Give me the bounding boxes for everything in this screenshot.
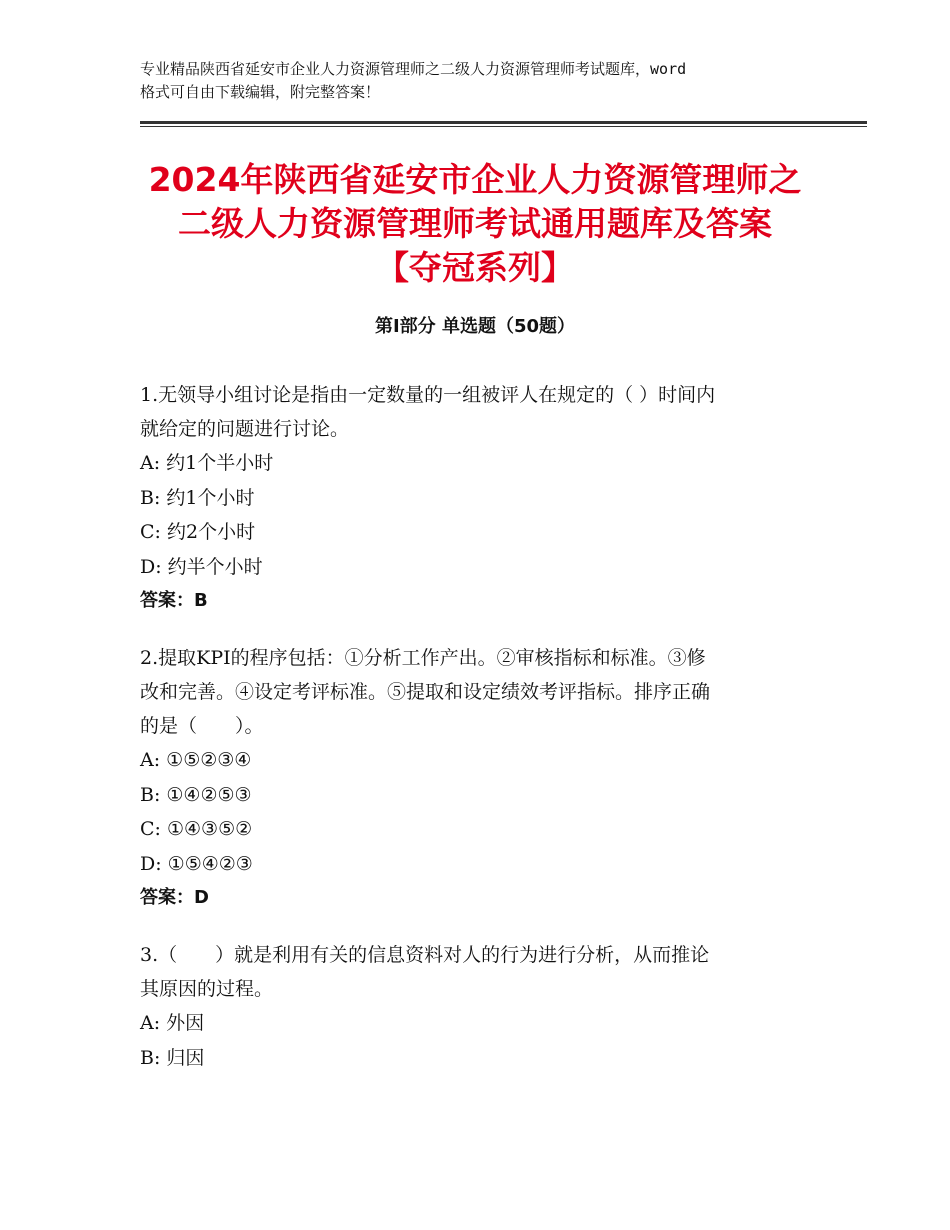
document-title xyxy=(90,158,860,290)
answer-line: 答案：D xyxy=(140,887,209,908)
question-3 xyxy=(140,938,820,1075)
section-heading: 第Ⅰ部分 单选题（50题） xyxy=(374,316,575,337)
question-stem-line: 的是（ ）。 xyxy=(140,715,264,737)
answer-line: 答案：B xyxy=(140,590,208,611)
option-c: C: 约2个小时 xyxy=(140,521,256,543)
option-b: B: 归因 xyxy=(140,1046,205,1069)
header-divider-thin xyxy=(140,126,867,127)
option-d: D: 约半个小时 xyxy=(140,555,263,578)
option-a: A: 外因 xyxy=(140,1012,205,1034)
option-a: A: 约1个半小时 xyxy=(140,452,274,474)
title-line: 【夺冠系列】 xyxy=(376,248,574,287)
option-d: D: ①⑤④②③ xyxy=(140,852,253,875)
header-divider-thick xyxy=(140,121,867,124)
option-b: B: ①④②⑤③ xyxy=(140,783,252,806)
question-stem-line: 就给定的问题进行讨论。 xyxy=(140,418,350,440)
question-stem-line: 改和完善。④设定考评标准。⑤提取和设定绩效考评指标。排序正确 xyxy=(140,681,711,703)
title-line: 2024年陕西省延安市企业人力资源管理师之 xyxy=(148,160,802,199)
question-stem-line: 3.（ ）就是利用有关的信息资料对人的行为进行分析，从而推论 xyxy=(140,944,710,966)
option-b: B: 约1个小时 xyxy=(140,486,255,509)
question-1 xyxy=(140,378,820,618)
question-stem-line: 2.提取KPI的程序包括：①分析工作产出。②审核指标和标准。③修 xyxy=(140,647,706,669)
header-line: 专业精品陕西省延安市企业人力资源管理师之二级人力资源管理师考试题库，word xyxy=(140,60,687,78)
option-a: A: ①⑤②③④ xyxy=(140,749,252,771)
question-2 xyxy=(140,641,820,915)
question-stem-line: 其原因的过程。 xyxy=(140,978,274,1000)
header-line: 格式可自由下载编辑，附完整答案！ xyxy=(140,83,381,101)
header-note xyxy=(140,58,820,104)
question-stem-line: 1.无领导小组讨论是指由一定数量的一组被评人在规定的（ ）时间内 xyxy=(140,384,716,406)
option-c: C: ①④③⑤② xyxy=(140,818,253,840)
question-list xyxy=(140,378,820,1098)
title-line: 二级人力资源管理师考试通用题库及答案 xyxy=(178,204,772,243)
